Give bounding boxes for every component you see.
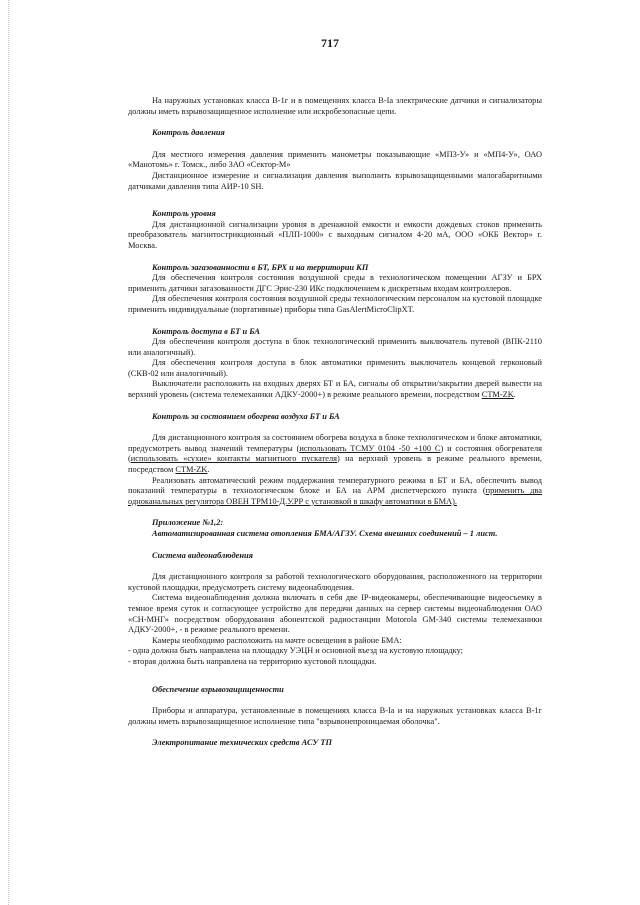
page-number: 717: [321, 36, 339, 50]
access-paragraph-1: Для обеспечения контроля доступа в блок технологический применить выключатель путевой (ВПК-2110 или аналогичный).: [128, 337, 542, 357]
gas-paragraph-1: Для обеспечения контроля состояния воздушной среды в технологическом помещении АГЗУ и БРХ применить датчики загазованности ДГС Эрис-230 ИКс подключением к дискретным входам контроллеров.: [128, 273, 542, 293]
appendix-text: Автоматизированная система отопления БМА/АГЗУ. Схема внешних соединений – 1 лист.: [152, 529, 498, 538]
heating-p1-stm: СТМ-ZK: [175, 465, 208, 475]
heading-power: Электропитание технических средств АСУ ТП: [152, 738, 333, 748]
heating-p2-a: Реализовать автоматический режим поддержания температурного режима в БТ и БА, обеспечить вывод показаний температуры в технологическом блоке и БА на АРМ диспетчерского пункта (: [128, 475, 542, 496]
explosion-paragraph-1: Приборы и аппаратура, установленные в помещениях класса В-Iа и на наружных установках класса В-1г должны иметь взрывозащищенное исполнение типа "взрывонепроницаемая оболочка".: [128, 706, 542, 726]
access-paragraph-2: Для обеспечения контроля доступа в блок автоматики применить выключатель концевой герконовый (СКВ-02 или аналогичный).: [128, 358, 542, 378]
page-content: [128, 96, 542, 749]
heading-pressure: Контроль давления: [152, 128, 225, 138]
level-paragraph-1: Для дистанционной сигнализации уровня в дренажной емкости и емкости дождевых стоков применить преобразователь магнитострикционный «ПЛП-1000» с выходным сигналом 4-20 мА, ООО «ОКБ Вектор» г. Москва.: [128, 219, 542, 250]
heating-paragraph-1: [128, 433, 542, 475]
heading-level: Контроль уровня: [152, 209, 216, 219]
heading-gas: Контроль загазованности в БТ, БРХ и на территории КП: [152, 262, 369, 272]
appendix-label: Приложение №1,2:: [152, 518, 224, 528]
heating-p1-contacts: использовать «сухие» контакты магнитного пускателя: [130, 454, 337, 464]
access-p3-end: .: [513, 390, 516, 400]
heating-paragraph-2: [128, 476, 542, 508]
heating-p1-sensor: использовать ТСМУ 0104 -50 +100 С: [299, 443, 441, 453]
gas-paragraph-2: Для обеспечения контроля состояния воздушной среды технологическим персоналом на кустовой площадке применить индивидуальные (портативные) приборы типа GasAlertMicroClipXT.: [128, 294, 542, 314]
video-list-item-1: - одна должна быть направлена на площадку УЭЦН и основной въезд на кустовую площадку;: [128, 646, 463, 656]
video-paragraph-1: Для дистанционного контроля за работой технологического оборудования, расположенного на территории кустовой площадки, предусмотреть систему видеонаблюдения.: [128, 572, 542, 592]
heating-p1-b: ) и состояния обогревателя (: [128, 443, 543, 464]
heading-explosion: Обеспечение взрывозащищенности: [152, 684, 284, 694]
heating-p1-c: ) на верхний уровень в режиме реального времени, посредством: [128, 454, 542, 475]
heating-p1-d: .: [207, 465, 210, 475]
access-p3-stm-link: СТМ-ZK: [481, 390, 514, 400]
access-p3-text: Выключатели расположить на входных дверях БТ и БА, сигналы об открытии/закрытии дверей вывести на верхний уровень (система телемеханики АДКУ-2000+) в режиме реального времени, посредством: [128, 379, 542, 400]
heating-p2-regulator: применить два одноканальных регулятора ОВЕН ТРМ10-Д.У.РР с установкой в шкафу автоматики в БМА).: [128, 486, 542, 506]
video-paragraph-2: Система видеонаблюдения должна включать в себя две IP-видеокамеры, обеспечивающие видеосъемку в темное время суток и согласующее устройство для передачи данных на сервер системы видеонаблюдения ОАО «СН-МНГ» посредством оборудования абонентской радиостанции Motorola GM-340 системы телемеханики АДКУ-2000+, - в режиме реального времени.: [128, 593, 542, 635]
binding-edge: [8, 0, 10, 905]
heading-video: Система видеонаблюдения: [152, 550, 253, 560]
pressure-paragraph-1: Для местного измерения давления применить манометры показывающие «МП3-У» и «МП4-У», ОАО «Манотомь» г. Томск., либо ЗАО «Сектор-М»: [128, 149, 542, 170]
heating-p1-a: Для дистанционного контроля за состоянием обогрева воздуха в блоке технологическом и блоке автоматики, предусмотреть вывод значений температуры (: [128, 433, 542, 453]
video-paragraph-3: Камеры необходимо расположить на мачте освещения в районе БМА:: [152, 635, 402, 645]
heading-access: Контроль доступа в БТ и БА: [152, 326, 260, 336]
heading-heating: Контроль за состоянием обогрева воздуха БТ и БА: [152, 411, 340, 421]
intro-paragraph: На наружных установках класса В-1г и в помещениях класса В-Iа электрические датчики и сигнализаторы должны иметь взрывозащищенное исполнение или искробезопасные цепи.: [128, 96, 542, 116]
video-list-item-2: - вторая должна быть направлена на территорию кустовой площадки.: [128, 656, 377, 666]
pressure-paragraph-2: Дистанционное измерение и сигнализация давления выполнить взрывозащищенными малогабаритными датчиками давления типа АИР-10 SH.: [128, 170, 542, 191]
appendix-block: [152, 518, 542, 539]
access-paragraph-3: [128, 379, 542, 400]
